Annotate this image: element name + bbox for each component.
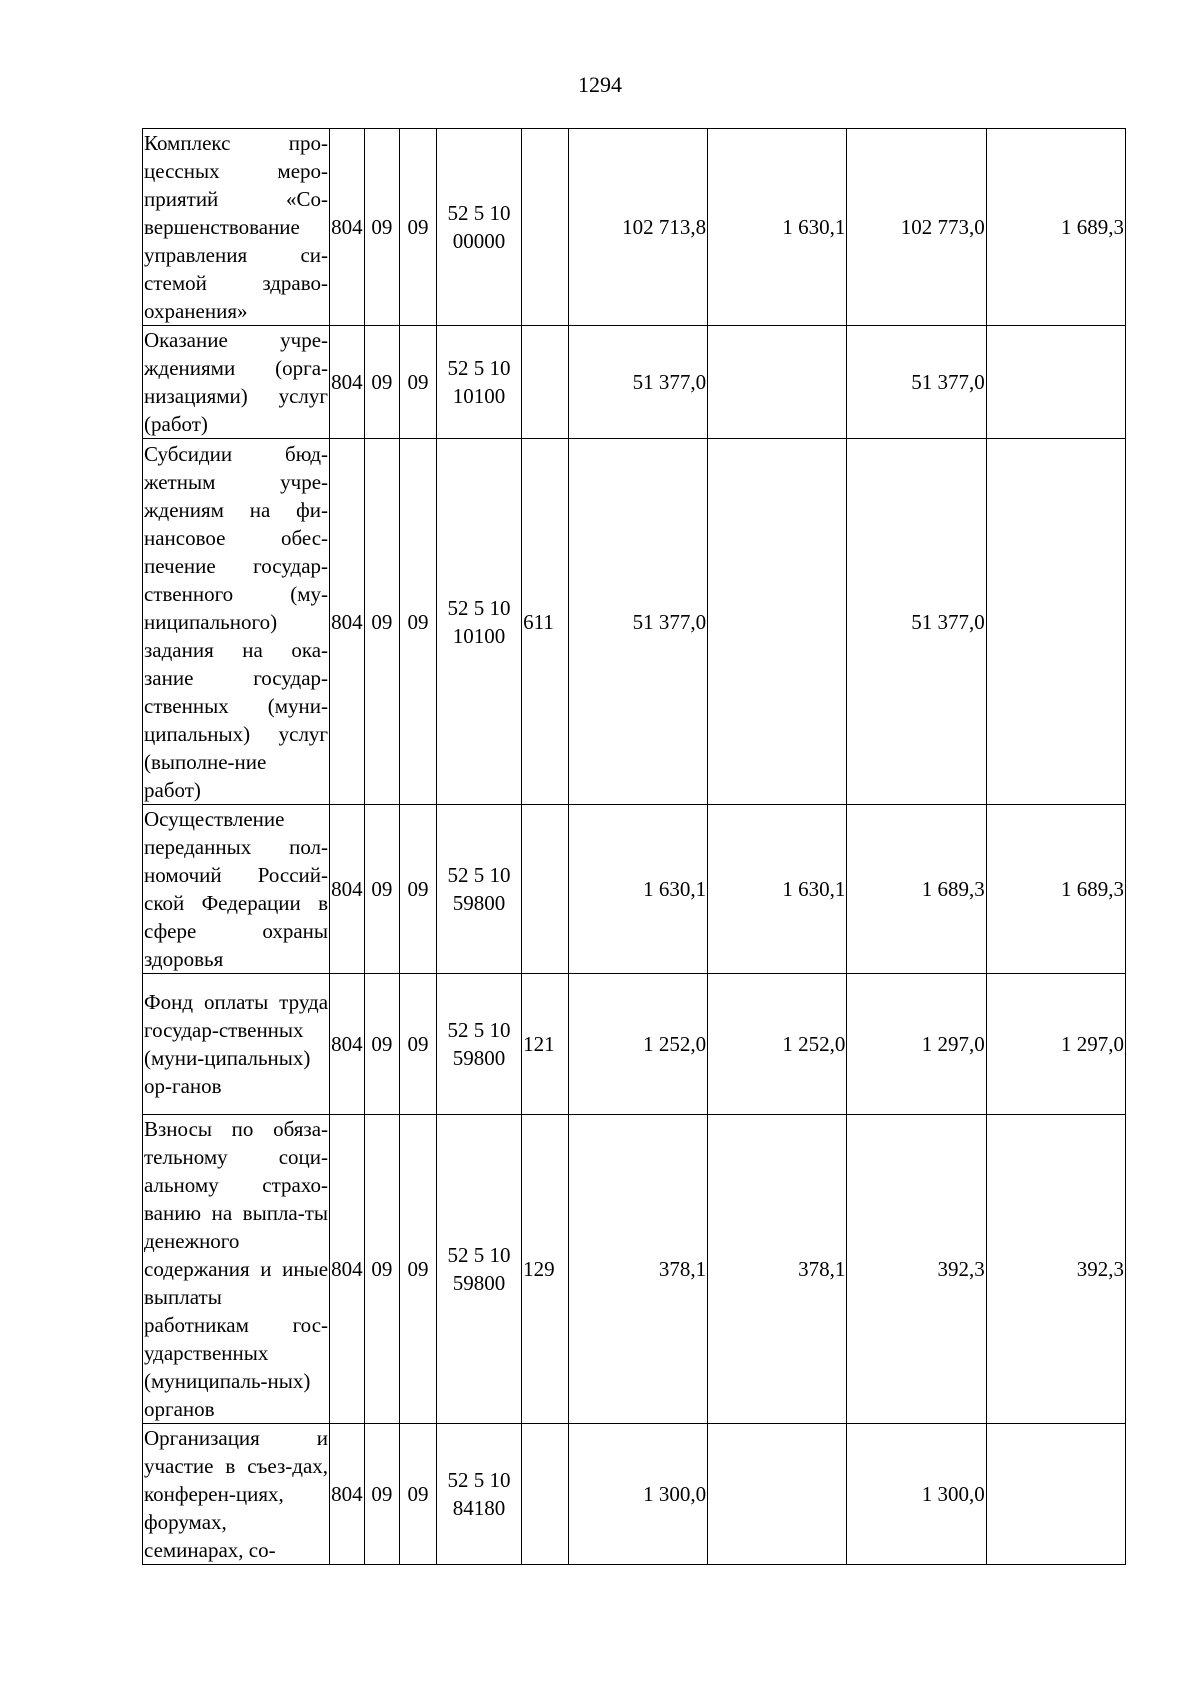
target-article-line2: 59800 (452, 1271, 506, 1295)
target-article-line1: 52 5 10 (447, 201, 511, 225)
expense-type-cell (522, 129, 569, 326)
target-article-cell (436, 439, 521, 805)
amount-cell-2: 1 630,1 (708, 805, 847, 974)
row-name-cell: Субсидии бюд-жетным учре-ждениям на фи-нансовое обес-печение государ-ственного (му-ниципального) задания на ока-зание государ-ственных (муни-ципальных) услуг (выполне-ние работ) (143, 439, 330, 805)
amount-cell-2: 1 252,0 (708, 974, 847, 1115)
ved-code-cell: 804 (330, 439, 365, 805)
amount-cell-4: 1 689,3 (986, 129, 1125, 326)
section-code-cell: 09 (364, 1424, 400, 1565)
expense-type-cell: 129 (522, 1115, 569, 1424)
row-name-cell: Осуществление переданных пол-номочий Россий-ской Федерации в сфере охраны здоровья (143, 805, 330, 974)
budget-table (142, 128, 1126, 1565)
ved-code-cell: 804 (330, 326, 365, 439)
amount-cell-1: 378,1 (568, 1115, 707, 1424)
row-name-cell: Комплекс про-цессных меро-приятий «Со-вершенствование управления си-стемой здраво-охранения» (143, 129, 330, 326)
amount-cell-3: 1 689,3 (847, 805, 986, 974)
section-code-cell: 09 (364, 805, 400, 974)
subsection-code-cell: 09 (400, 326, 437, 439)
amount-cell-4 (986, 326, 1125, 439)
row-name-cell: Организация и участие в съез-дах, конферен-циях, форумах, семинарах, со- (143, 1424, 330, 1565)
amount-cell-4: 392,3 (986, 1115, 1125, 1424)
subsection-code-cell: 09 (400, 1115, 437, 1424)
subsection-code-cell: 09 (400, 974, 437, 1115)
expense-type-cell (522, 1424, 569, 1565)
ved-code-cell: 804 (330, 129, 365, 326)
amount-cell-2 (708, 1424, 847, 1565)
amount-cell-4: 1 689,3 (986, 805, 1125, 974)
amount-cell-1: 1 252,0 (568, 974, 707, 1115)
amount-cell-2: 1 630,1 (708, 129, 847, 326)
subsection-code-cell: 09 (400, 439, 437, 805)
amount-cell-3: 392,3 (847, 1115, 986, 1424)
amount-cell-1: 1 300,0 (568, 1424, 707, 1565)
amount-cell-3: 102 773,0 (847, 129, 986, 326)
target-article-line1: 52 5 10 (447, 1243, 511, 1267)
target-article-line1: 52 5 10 (447, 863, 511, 887)
row-name-cell: Фонд оплаты труда государ-ственных (муни-ципальных) ор-ганов (143, 974, 330, 1115)
target-article-line2: 84180 (452, 1496, 506, 1520)
subsection-code-cell: 09 (400, 1424, 437, 1565)
ved-code-cell: 804 (330, 974, 365, 1115)
amount-cell-1: 1 630,1 (568, 805, 707, 974)
amount-cell-1: 51 377,0 (568, 326, 707, 439)
target-article-line2: 10100 (452, 623, 506, 648)
amount-cell-4 (986, 439, 1125, 805)
table-row (143, 974, 1126, 1115)
table-row (143, 805, 1126, 974)
amount-cell-3: 51 377,0 (847, 439, 986, 805)
table-row (143, 439, 1126, 805)
ved-code-cell: 804 (330, 805, 365, 974)
expense-type-cell: 611 (522, 439, 569, 805)
target-article-line1: 52 5 10 (447, 1468, 511, 1492)
table-row (143, 1115, 1126, 1424)
amount-cell-3: 1 297,0 (847, 974, 986, 1115)
target-article-line2: 59800 (452, 1046, 506, 1070)
target-article-cell (436, 974, 521, 1115)
section-code-cell: 09 (364, 129, 400, 326)
row-name-cell: Взносы по обяза-тельному соци-альному страхо-ванию на выпла-ты денежного содержания и иные выплаты работникам гос-ударственных (муниципаль-ных) органов (143, 1115, 330, 1424)
subsection-code-cell: 09 (400, 805, 437, 974)
amount-cell-1: 51 377,0 (568, 439, 707, 805)
amount-cell-4 (986, 1424, 1125, 1565)
target-article-line2: 00000 (452, 229, 506, 253)
amount-cell-2: 378,1 (708, 1115, 847, 1424)
expense-type-cell (522, 805, 569, 974)
row-name-cell: Оказание учре-ждениями (орга-низациями) услуг (работ) (143, 326, 330, 439)
amount-cell-1: 102 713,8 (568, 129, 707, 326)
amount-cell-2 (708, 439, 847, 805)
table-row (143, 129, 1126, 326)
table-row (143, 326, 1126, 439)
section-code-cell: 09 (364, 974, 400, 1115)
section-code-cell: 09 (364, 439, 400, 805)
target-article-cell (436, 1424, 521, 1565)
target-article-line1: 52 5 10 (447, 356, 511, 380)
section-code-cell: 09 (364, 1115, 400, 1424)
target-article-line1: 52 5 10 (447, 595, 511, 620)
target-article-cell (436, 129, 521, 326)
page-number: 1294 (578, 72, 622, 97)
ved-code-cell: 804 (330, 1115, 365, 1424)
amount-cell-2 (708, 326, 847, 439)
target-article-cell (436, 326, 521, 439)
ved-code-cell: 804 (330, 1424, 365, 1565)
target-article-line1: 52 5 10 (447, 1018, 511, 1042)
amount-cell-3: 51 377,0 (847, 326, 986, 439)
table-row (143, 1424, 1126, 1565)
expense-type-cell (522, 326, 569, 439)
target-article-cell (436, 805, 521, 974)
target-article-line2: 59800 (452, 891, 506, 915)
target-article-cell (436, 1115, 521, 1424)
amount-cell-3: 1 300,0 (847, 1424, 986, 1565)
subsection-code-cell: 09 (400, 129, 437, 326)
section-code-cell: 09 (364, 326, 400, 439)
target-article-line2: 10100 (452, 384, 506, 408)
expense-type-cell: 121 (522, 974, 569, 1115)
amount-cell-4: 1 297,0 (986, 974, 1125, 1115)
